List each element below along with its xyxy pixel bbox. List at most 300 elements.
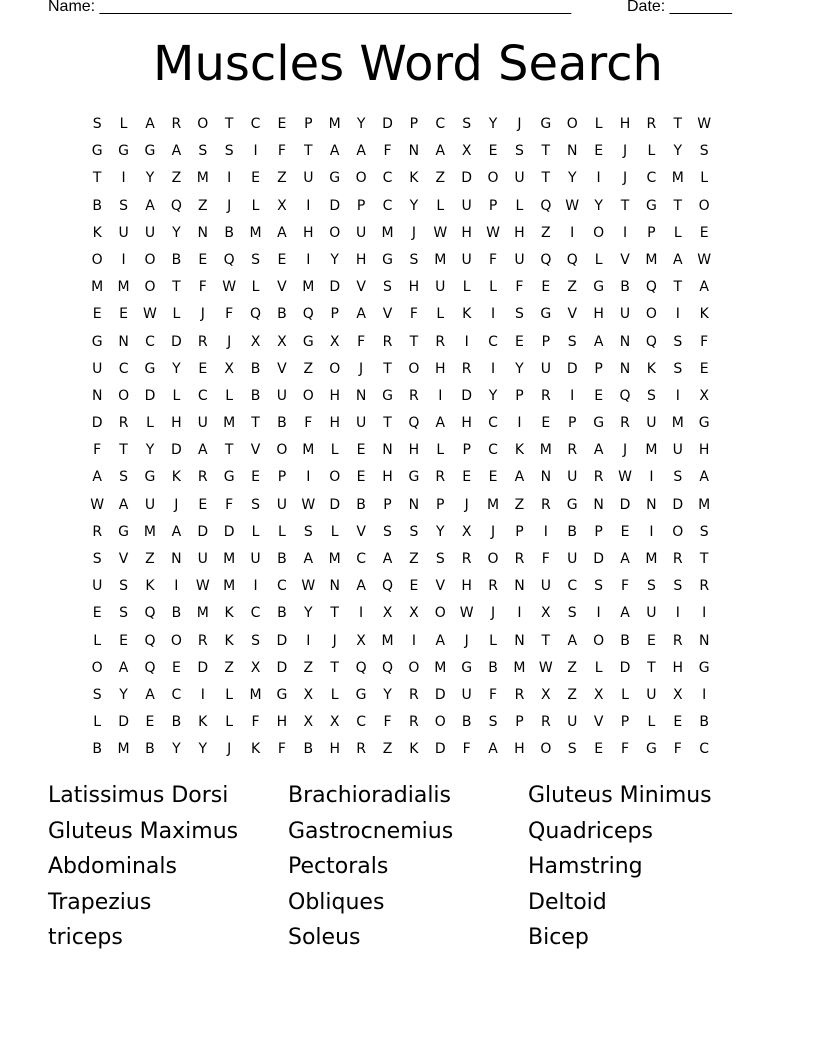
grid-letter[interactable]: W [618,469,632,486]
grid-letter[interactable]: B [620,632,630,649]
grid-letter[interactable]: A [699,469,709,486]
grid-letter[interactable]: X [461,143,472,160]
grid-letter[interactable]: Y [172,360,181,377]
grid-letter[interactable]: K [409,741,419,758]
grid-letter[interactable]: Y [409,197,419,214]
grid-letter[interactable]: K [462,306,472,323]
grid-letter[interactable]: Q [381,578,393,595]
grid-letter[interactable]: A [303,551,314,567]
grid-letter[interactable]: W [538,659,553,676]
grid-letter[interactable]: Y [515,360,524,377]
grid-letter[interactable]: M [328,551,341,567]
grid-letter[interactable]: M [117,279,130,296]
grid-letter[interactable]: D [593,551,604,567]
grid-letter[interactable]: F [409,306,418,323]
grid-letter[interactable]: R [382,333,393,350]
grid-letter[interactable]: X [541,605,551,622]
grid-letter[interactable]: I [596,605,601,622]
grid-letter[interactable]: E [488,469,498,486]
grid-letter[interactable]: X [303,686,314,703]
grid-letter[interactable]: U [355,224,367,241]
grid-letter[interactable]: E [488,143,498,160]
grid-letter[interactable]: W [301,578,316,595]
grid-letter[interactable]: H [408,442,420,459]
grid-letter[interactable]: Z [382,741,393,758]
grid-letter[interactable]: J [332,632,337,649]
grid-letter[interactable]: S [699,143,709,160]
grid-letter[interactable]: W [459,605,474,622]
grid-letter[interactable]: C [250,116,261,132]
grid-letter[interactable]: Q [144,659,156,676]
grid-letter[interactable]: C [171,686,182,703]
grid-letter[interactable]: G [144,143,156,160]
grid-letter[interactable]: A [567,632,578,649]
grid-letter[interactable]: F [357,333,366,350]
grid-letter[interactable]: E [594,741,604,758]
grid-letter[interactable]: F [93,442,102,459]
grid-letter[interactable]: N [619,333,631,350]
grid-letter[interactable]: U [144,224,156,241]
grid-letter[interactable]: P [647,224,656,241]
grid-letter[interactable]: I [200,686,205,703]
grid-letter[interactable]: Y [198,741,208,758]
grid-letter[interactable]: R [409,686,419,703]
grid-letter[interactable]: P [277,469,287,486]
grid-letter[interactable]: E [409,578,419,595]
grid-letter[interactable]: A [92,469,102,486]
grid-letter[interactable]: D [276,632,288,649]
grid-letter[interactable]: D [144,387,156,404]
grid-letter[interactable]: E [198,360,208,377]
grid-letter[interactable]: Q [170,197,182,214]
grid-letter[interactable]: W [301,496,316,513]
grid-letter[interactable]: J [622,170,628,187]
grid-letter[interactable]: I [174,578,179,595]
grid-letter[interactable]: X [329,714,340,731]
grid-letter[interactable]: G [118,523,130,540]
grid-letter[interactable]: G [540,116,552,132]
grid-letter[interactable]: O [355,170,367,187]
grid-letter[interactable]: T [304,143,313,160]
grid-letter[interactable]: S [567,333,577,350]
grid-letter[interactable]: H [461,415,472,432]
grid-letter[interactable]: D [329,496,341,513]
grid-letter[interactable]: H [355,251,367,268]
grid-letter[interactable]: B [250,360,261,377]
grid-letter[interactable]: C [488,333,498,350]
grid-letter[interactable]: V [277,360,287,377]
grid-letter[interactable]: Q [645,333,657,350]
grid-letter[interactable]: I [543,523,548,540]
grid-letter[interactable]: C [435,116,446,132]
grid-letter[interactable]: Q [540,251,552,268]
grid-letter[interactable]: T [92,170,102,187]
grid-letter[interactable]: N [171,551,182,567]
grid-letter[interactable]: F [198,279,207,296]
grid-letter[interactable]: L [278,523,286,540]
grid-letter[interactable]: N [329,578,340,595]
grid-letter[interactable]: D [619,496,631,513]
grid-letter[interactable]: N [118,333,129,350]
grid-letter[interactable]: T [647,659,656,676]
grid-letter[interactable]: T [224,442,234,459]
grid-letter[interactable]: P [594,360,603,377]
grid-letter[interactable]: R [461,551,472,567]
grid-letter[interactable]: F [515,279,524,296]
grid-letter[interactable]: T [673,197,683,214]
grid-letter[interactable]: A [145,686,155,703]
grid-letter[interactable]: S [92,116,102,132]
grid-letter[interactable]: I [675,387,680,404]
grid-letter[interactable]: G [566,496,578,513]
grid-letter[interactable]: L [251,197,260,214]
grid-letter[interactable]: J [517,116,522,132]
grid-letter[interactable]: O [434,714,446,731]
grid-letter[interactable]: L [172,306,181,323]
grid-letter[interactable]: N [197,224,208,241]
grid-letter[interactable]: G [302,333,314,350]
grid-letter[interactable]: K [92,224,102,241]
grid-letter[interactable]: K [409,170,419,187]
grid-letter[interactable]: Z [277,170,287,187]
grid-letter[interactable]: X [593,686,604,703]
grid-letter[interactable]: A [382,551,393,567]
grid-letter[interactable]: Y [145,170,155,187]
grid-letter[interactable]: U [144,496,156,513]
grid-letter[interactable]: G [698,415,710,432]
grid-letter[interactable]: J [411,224,416,241]
grid-letter[interactable]: M [381,224,394,241]
grid-letter[interactable]: F [277,741,286,758]
grid-letter[interactable]: R [435,469,446,486]
grid-letter[interactable]: G [593,279,605,296]
grid-letter[interactable]: V [435,578,446,595]
grid-letter[interactable]: P [620,714,630,731]
grid-letter[interactable]: L [621,686,629,703]
grid-letter[interactable]: E [646,632,656,649]
grid-letter[interactable]: G [540,306,552,323]
grid-letter[interactable]: Y [172,224,181,241]
grid-letter[interactable]: Q [144,632,156,649]
grid-letter[interactable]: D [461,387,473,404]
grid-letter[interactable]: Y [145,442,155,459]
grid-letter[interactable]: E [620,523,630,540]
grid-letter[interactable]: I [596,170,601,187]
grid-letter[interactable]: I [253,578,258,595]
grid-letter[interactable]: R [488,578,498,595]
grid-letter[interactable]: K [145,578,155,595]
grid-letter[interactable]: I [702,686,707,703]
grid-letter[interactable]: W [433,224,448,241]
grid-letter[interactable]: M [645,442,658,459]
grid-letter[interactable]: E [198,496,208,513]
grid-letter[interactable]: P [436,496,445,513]
grid-letter[interactable]: I [649,469,654,486]
grid-letter[interactable]: U [355,415,367,432]
grid-letter[interactable]: Z [224,659,234,676]
grid-letter[interactable]: J [490,523,496,540]
grid-letter[interactable]: G [382,387,393,404]
grid-letter[interactable]: O [91,251,103,268]
grid-letter[interactable]: E [462,469,472,486]
grid-letter[interactable]: G [382,251,393,268]
grid-letter[interactable]: O [540,741,552,758]
grid-letter[interactable]: R [409,714,419,731]
grid-letter[interactable]: O [698,197,710,214]
grid-letter[interactable]: U [646,605,657,622]
grid-letter[interactable]: H [435,360,446,377]
grid-letter[interactable]: O [487,551,499,567]
grid-letter[interactable]: V [356,523,366,540]
grid-letter[interactable]: L [594,659,603,676]
grid-letter[interactable]: A [593,442,604,459]
grid-letter[interactable]: S [251,251,260,268]
grid-letter[interactable]: P [515,523,524,540]
grid-letter[interactable]: A [171,523,182,540]
grid-letter[interactable]: R [461,360,472,377]
grid-letter[interactable]: T [330,605,339,622]
grid-letter[interactable]: U [250,551,261,567]
grid-letter[interactable]: Q [250,306,262,323]
grid-letter[interactable]: M [143,523,157,540]
grid-letter[interactable]: V [356,279,366,296]
grid-letter[interactable]: U [92,360,103,377]
grid-letter[interactable]: G [329,170,341,187]
grid-letter[interactable]: I [464,333,469,350]
grid-letter[interactable]: U [197,415,208,432]
grid-letter[interactable]: G [223,469,235,486]
grid-letter[interactable]: N [408,496,420,513]
grid-letter[interactable]: Q [619,387,631,404]
grid-letter[interactable]: T [541,170,551,187]
grid-letter[interactable]: K [514,442,525,459]
grid-letter[interactable]: Z [514,496,525,513]
grid-letter[interactable]: S [409,523,419,540]
grid-letter[interactable]: L [647,143,656,160]
grid-letter[interactable]: D [434,741,446,758]
grid-letter[interactable]: T [330,659,339,676]
grid-letter[interactable]: X [277,197,287,214]
grid-letter[interactable]: N [566,143,578,160]
grid-letter[interactable]: M [645,551,658,567]
grid-letter[interactable]: A [145,197,155,214]
grid-letter[interactable]: T [673,279,683,296]
grid-letter[interactable]: L [673,224,682,241]
grid-letter[interactable]: Z [567,279,578,296]
grid-letter[interactable]: G [144,469,156,486]
grid-letter[interactable]: Q [144,605,156,622]
grid-letter[interactable]: U [92,578,103,595]
grid-letter[interactable]: I [306,251,311,268]
grid-letter[interactable]: V [277,279,287,296]
grid-letter[interactable]: R [409,387,419,404]
grid-letter[interactable]: O [593,632,605,649]
grid-letter[interactable]: B [224,224,234,241]
grid-letter[interactable]: D [170,442,182,459]
grid-letter[interactable]: A [435,143,446,160]
grid-letter[interactable]: S [92,551,102,567]
grid-letter[interactable]: J [227,333,232,350]
grid-letter[interactable]: O [593,224,605,241]
grid-letter[interactable]: O [408,360,420,377]
grid-letter[interactable]: L [119,116,128,132]
grid-letter[interactable]: E [594,143,604,160]
grid-letter[interactable]: F [489,251,498,268]
grid-letter[interactable]: F [620,741,630,758]
grid-letter[interactable]: Q [645,279,657,296]
grid-letter[interactable]: M [539,442,552,459]
grid-letter[interactable]: J [227,741,232,758]
grid-letter[interactable]: P [383,496,392,513]
grid-letter[interactable]: A [197,442,208,459]
grid-letter[interactable]: P [304,116,313,132]
grid-letter[interactable]: X [329,333,340,350]
grid-letter[interactable]: F [673,741,682,758]
grid-letter[interactable]: J [622,442,628,459]
grid-letter[interactable]: Z [197,197,208,214]
grid-letter[interactable]: C [356,551,366,567]
grid-letter[interactable]: B [277,605,287,622]
grid-letter[interactable]: L [146,415,154,432]
grid-letter[interactable]: H [408,279,420,296]
grid-letter[interactable]: E [251,170,260,187]
grid-letter[interactable]: L [93,632,102,649]
grid-letter[interactable]: G [698,659,710,676]
grid-letter[interactable]: U [461,251,472,268]
grid-letter[interactable]: V [593,714,604,731]
grid-letter[interactable]: Z [567,659,578,676]
grid-letter[interactable]: A [329,143,340,160]
grid-letter[interactable]: S [92,686,102,703]
grid-letter[interactable]: A [514,469,525,486]
grid-letter[interactable]: M [381,632,394,649]
grid-letter[interactable]: Y [594,197,603,214]
grid-letter[interactable]: S [119,197,129,214]
grid-letter[interactable]: I [438,387,443,404]
grid-letter[interactable]: E [277,251,287,268]
grid-letter[interactable]: S [224,143,234,160]
grid-letter[interactable]: U [646,415,657,432]
grid-letter[interactable]: A [699,279,709,296]
grid-letter[interactable]: Q [566,251,578,268]
grid-letter[interactable]: F [225,306,234,323]
grid-letter[interactable]: L [436,306,445,323]
grid-letter[interactable]: B [277,415,287,432]
grid-letter[interactable]: W [90,496,105,513]
grid-letter[interactable]: M [91,279,104,296]
grid-letter[interactable]: M [328,116,341,132]
grid-letter[interactable]: X [303,714,314,731]
grid-letter[interactable]: R [197,333,208,350]
grid-letter[interactable]: J [174,496,179,513]
grid-letter[interactable]: R [672,551,683,567]
grid-letter[interactable]: U [118,224,129,241]
grid-letter[interactable]: V [567,306,578,323]
grid-letter[interactable]: B [488,659,498,676]
grid-letter[interactable]: W [697,251,712,268]
grid-letter[interactable]: G [118,143,130,160]
grid-letter[interactable]: K [699,306,709,323]
grid-letter[interactable]: R [593,469,604,486]
grid-letter[interactable]: P [488,197,498,214]
grid-letter[interactable]: P [594,523,603,540]
grid-letter[interactable]: A [145,116,155,132]
grid-letter[interactable]: T [383,360,392,377]
grid-letter[interactable]: O [487,170,499,187]
grid-letter[interactable]: X [382,605,393,622]
grid-letter[interactable]: S [646,387,656,404]
grid-letter[interactable]: U [540,360,551,377]
grid-letter[interactable]: C [382,197,393,214]
grid-letter[interactable]: E [119,632,129,649]
grid-letter[interactable]: B [277,306,287,323]
grid-letter[interactable]: D [197,523,209,540]
grid-letter[interactable]: Y [119,686,128,703]
grid-letter[interactable]: S [119,469,129,486]
grid-letter[interactable]: F [383,143,392,160]
grid-letter[interactable]: S [488,714,498,731]
grid-letter[interactable]: W [143,306,157,323]
grid-letter[interactable]: H [276,714,288,731]
grid-letter[interactable]: F [277,143,286,160]
grid-letter[interactable]: A [435,415,446,432]
grid-letter[interactable]: C [699,741,710,758]
grid-letter[interactable]: U [197,551,208,567]
grid-letter[interactable]: D [197,659,209,676]
grid-letter[interactable]: P [515,714,524,731]
grid-letter[interactable]: Z [171,170,182,187]
grid-letter[interactable]: I [490,360,496,377]
grid-letter[interactable]: Y [567,170,577,187]
grid-letter[interactable]: I [253,143,258,160]
grid-letter[interactable]: S [567,741,577,758]
grid-letter[interactable]: J [490,605,496,622]
grid-letter[interactable]: A [435,632,446,649]
grid-letter[interactable]: M [196,170,209,187]
grid-letter[interactable]: E [356,469,366,486]
grid-letter[interactable]: H [698,442,710,459]
grid-letter[interactable]: Q [223,251,235,268]
grid-letter[interactable]: R [540,496,551,513]
grid-letter[interactable]: G [461,659,473,676]
grid-letter[interactable]: B [92,741,102,758]
grid-letter[interactable]: S [594,578,604,595]
grid-letter[interactable]: R [92,523,103,540]
grid-letter[interactable]: O [170,632,182,649]
grid-letter[interactable]: E [356,442,366,459]
grid-letter[interactable]: W [697,116,712,132]
grid-letter[interactable]: P [356,197,366,214]
grid-letter[interactable]: N [646,496,657,513]
grid-letter[interactable]: E [92,605,102,622]
grid-letter[interactable]: E [699,224,709,241]
grid-letter[interactable]: U [276,496,288,513]
grid-letter[interactable]: A [118,496,129,513]
grid-letter[interactable]: F [620,578,630,595]
grid-letter[interactable]: Y [330,251,339,268]
grid-letter[interactable]: L [225,387,234,404]
grid-letter[interactable]: H [461,578,472,595]
grid-letter[interactable]: T [119,442,128,459]
grid-letter[interactable]: K [171,469,181,486]
grid-letter[interactable]: N [593,496,604,513]
grid-letter[interactable]: A [118,659,129,676]
grid-letter[interactable]: X [541,686,551,703]
grid-letter[interactable]: M [698,496,711,513]
grid-letter[interactable]: U [461,197,472,214]
grid-letter[interactable]: B [171,251,182,268]
grid-letter[interactable]: S [251,496,260,513]
